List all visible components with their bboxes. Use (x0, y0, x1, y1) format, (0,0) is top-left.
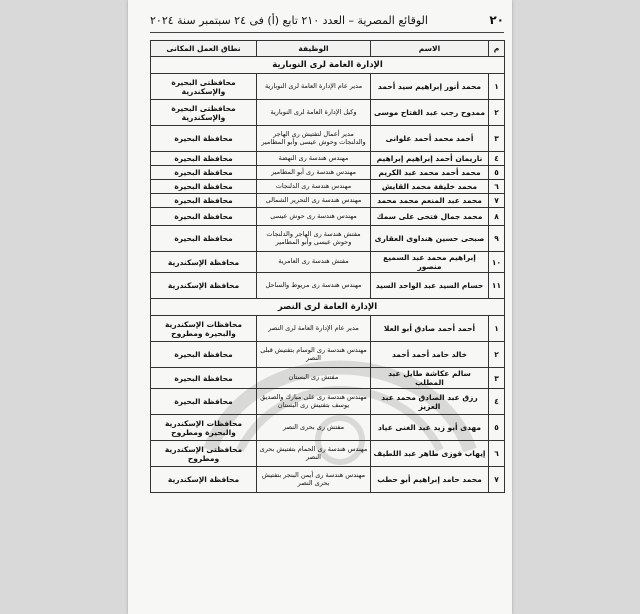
page-number: ٢٠ (489, 13, 504, 27)
employee-name: محمد خليفة محمد القايش (371, 180, 489, 194)
employee-name: سالم عكاشة طايل عبد المطلب (371, 368, 489, 389)
work-area: محافظة البحيرة (151, 166, 257, 180)
table-row (151, 152, 505, 166)
section-title: الإدارة العامة لرى النصر (151, 299, 505, 316)
row-number: ٩ (489, 226, 505, 252)
page-header (150, 8, 504, 33)
employee-name: رزق عبد الصادق محمد عبد العزيز (371, 389, 489, 415)
work-area: محافظة البحيرة (151, 368, 257, 389)
row-number: ٥ (489, 415, 505, 441)
col-name-header: الاسم (371, 41, 489, 57)
job-title: مفتش رى بحرى النصر (257, 415, 371, 441)
work-area: محافظتى الإسكندرية ومطروح (151, 441, 257, 467)
table-row (151, 273, 505, 299)
job-title: مدير أعمال لتفتيش رى الهاجر والدلنجات وحوش عيسى وأبو المطامير (257, 126, 371, 152)
col-area-header: نطاق العمل المكانى (151, 41, 257, 57)
work-area: محافظات الإسكندرية والبحيرة ومطروح (151, 415, 257, 441)
work-area: محافظة الإسكندرية (151, 273, 257, 299)
gazette-title: الوقائع المصرية – العدد ٢١٠ تابع (أ) فى ٢٤ سبتمبر سنة ٢٠٢٤ (150, 13, 428, 27)
table-row (151, 194, 505, 208)
table-row (151, 126, 505, 152)
table-row (151, 441, 505, 467)
job-title: مهندس هندسة رى مريوط والساحل (257, 273, 371, 299)
job-title: مهندس هندسة رى على مبارك والصديق يوسف بتفتيش رى البستان (257, 389, 371, 415)
job-title: مهندس هندسة رى التحرير الشمالى (257, 194, 371, 208)
col-number-header: م (489, 41, 505, 57)
table-row (151, 100, 505, 126)
row-number: ٧ (489, 467, 505, 493)
work-area: محافظة البحيرة (151, 152, 257, 166)
work-area: محافظة الإسكندرية (151, 252, 257, 273)
table-header-row (151, 41, 505, 57)
table-row (151, 166, 505, 180)
table-row (151, 208, 505, 226)
job-title: مفتش هندسة رى العامرية (257, 252, 371, 273)
employee-name: مهدى أبو زيد عبد الغنى عياد (371, 415, 489, 441)
table-row (151, 252, 505, 273)
row-number: ٤ (489, 389, 505, 415)
job-title: مهندس هندسة رى حوش عيسى (257, 208, 371, 226)
row-number: ٦ (489, 441, 505, 467)
row-number: ٣ (489, 368, 505, 389)
table-row (151, 368, 505, 389)
work-area: محافظة البحيرة (151, 194, 257, 208)
work-area: محافظة البحيرة (151, 342, 257, 368)
employee-name: إيهاب فوزى طاهر عبد اللطيف (371, 441, 489, 467)
employee-table (150, 40, 505, 493)
employee-name: ممدوح رجب عبد الفتاح موسى (371, 100, 489, 126)
row-number: ٢ (489, 100, 505, 126)
job-title: مدير عام الإدارة العامة لرى النوبارية (257, 74, 371, 100)
employee-name: محمد أنور إبراهيم سيد أحمد (371, 74, 489, 100)
row-number: ٢ (489, 342, 505, 368)
employee-name: أحمد أحمد صادق أبو العلا (371, 316, 489, 342)
work-area: محافظة البحيرة (151, 226, 257, 252)
section-title: الإدارة العامة لرى النوبارية (151, 57, 505, 74)
job-title: مفتش رى البستان (257, 368, 371, 389)
job-title: مهندس هندسة رى الحمام بتفتيش بحرى النصر (257, 441, 371, 467)
employee-name: ناريمان أحمد إبراهيم إبراهيم (371, 152, 489, 166)
table-row (151, 415, 505, 441)
row-number: ٧ (489, 194, 505, 208)
section-header-row (151, 57, 505, 74)
table-row (151, 180, 505, 194)
table-body (151, 57, 505, 493)
employee-name: محمد جمال فتحى على سمك (371, 208, 489, 226)
job-title: مهندس هندسة رى أبو المطامير (257, 166, 371, 180)
employee-name: صبحى حسين هنداوى العقارى (371, 226, 489, 252)
employee-name: حسام السيد عبد الواحد السيد (371, 273, 489, 299)
table-row (151, 389, 505, 415)
row-number: ٤ (489, 152, 505, 166)
work-area: محافظة البحيرة (151, 208, 257, 226)
table-row (151, 74, 505, 100)
work-area: محافظات الإسكندرية والبحيرة ومطروح (151, 316, 257, 342)
table-row (151, 342, 505, 368)
employee-name: أحمد محمد أحمد علوانى (371, 126, 489, 152)
row-number: ١ (489, 74, 505, 100)
table-row (151, 316, 505, 342)
row-number: ٣ (489, 126, 505, 152)
row-number: ٨ (489, 208, 505, 226)
employee-name: إبراهيم محمد عبد السميع منصور (371, 252, 489, 273)
work-area: محافظة البحيرة (151, 180, 257, 194)
table-row (151, 226, 505, 252)
row-number: ١١ (489, 273, 505, 299)
row-number: ٥ (489, 166, 505, 180)
work-area: محافظة البحيرة (151, 126, 257, 152)
col-job-header: الوظيفة (257, 41, 371, 57)
employee-name: محمد عبد المنعم محمد محمد (371, 194, 489, 208)
job-title: مهندس هندسة رى الدلنجات (257, 180, 371, 194)
job-title: وكيل الإدارة العامة لرى النوبارية (257, 100, 371, 126)
employee-name: محمد حامد إبراهيم أبو حطب (371, 467, 489, 493)
employee-name: محمد أحمد محمد عبد الكريم (371, 166, 489, 180)
row-number: ١٠ (489, 252, 505, 273)
work-area: محافظة البحيرة (151, 389, 257, 415)
row-number: ١ (489, 316, 505, 342)
job-title: مهندس هندسة رى الوسام بتفتيش قبلى النصر (257, 342, 371, 368)
work-area: محافظة الإسكندرية (151, 467, 257, 493)
table-row (151, 467, 505, 493)
job-title: مهندس هندسة رى النهضة (257, 152, 371, 166)
work-area: محافظتى البحيرة والإسكندرية (151, 100, 257, 126)
job-title: مهندس هندسة رى أيمن البنجر بتفتيش بحرى النصر (257, 467, 371, 493)
section-header-row (151, 299, 505, 316)
job-title: مفتش هندسة رى الهاجر والدلنجات وحوش عيسى وأبو المطامير (257, 226, 371, 252)
job-title: مدير عام الإدارة العامة لرى النصر (257, 316, 371, 342)
row-number: ٦ (489, 180, 505, 194)
employee-name: خالد حامد أحمد أحمد (371, 342, 489, 368)
work-area: محافظتى البحيرة والإسكندرية (151, 74, 257, 100)
